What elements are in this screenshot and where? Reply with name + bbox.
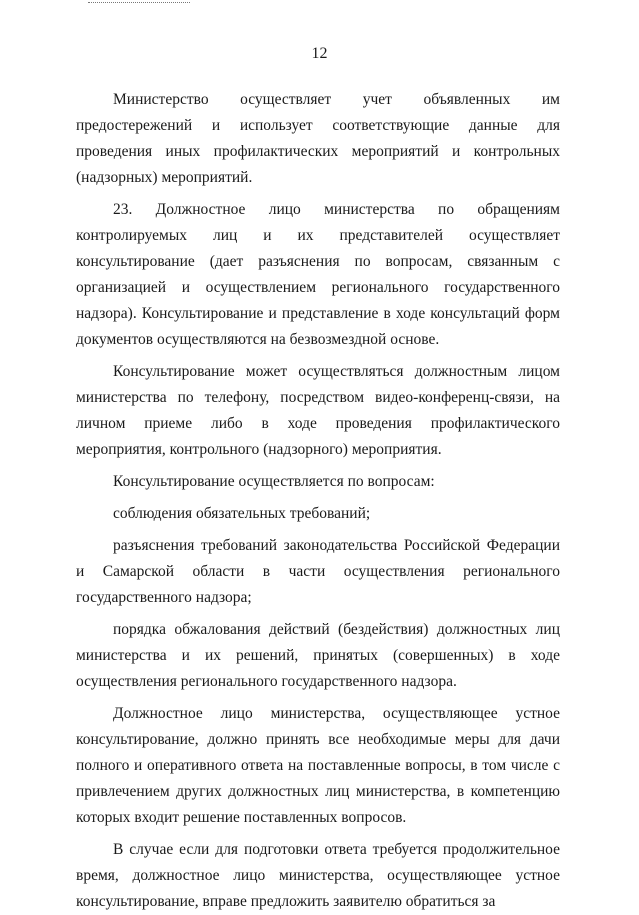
paragraph-oral-consulting: Должностное лицо министерства, осуществляющее устное консультирование, должно принять все необходимые меры для дачи полного и оперативного ответа на поставленные вопросы, в том числе с привлечением других должностных лиц министерства, в компетенцию которых входит решение поставленных вопросов. bbox=[76, 705, 560, 826]
paragraph-topic-compliance: соблюдения обязательных требований; bbox=[113, 505, 371, 522]
paragraph-consulting-methods: Консультирование может осуществляться должностным лицом министерства по телефону, посредством видео-конференц-связи, на личном приеме либо в ходе проведения профилактического мероприятия, контрольного (надзорного) мероприятия. bbox=[76, 363, 560, 458]
paragraph-23-consulting: 23. Должностное лицо министерства по обращениям контролируемых лиц и их представителей осуществляет консультирование (дает разъяснения по вопросам, связанным с организацией и осуществлением регионального государственного надзора). Консультирование и представление в ходе консультаций форм документов осуществляются на безвозмездной основе. bbox=[76, 201, 560, 348]
paragraph-consulting-topics-intro: Консультирование осуществляется по вопросам: bbox=[113, 473, 435, 490]
paragraph-warnings-accounting: Министерство осуществляет учет объявленных им предостережений и использует соответствующие данные для проведения иных профилактических мероприятий и контрольных (надзорных) мероприятий. bbox=[76, 91, 560, 186]
paragraph-extended-time: В случае если для подготовки ответа требуется продолжительное время, должностное лицо министерства, осуществляющее устное консультирование, вправе предложить заявителю обратиться за bbox=[76, 841, 560, 910]
paragraph-topic-appeal: порядка обжалования действий (бездействия) должностных лиц министерства и их решений, принятых (совершенных) в ходе осуществления регионального государственного надзора. bbox=[76, 621, 560, 690]
page-number: 12 bbox=[311, 45, 328, 62]
top-dotted-rule bbox=[88, 2, 190, 3]
paragraph-topic-legislation: разъяснения требований законодательства Российской Федерации и Самарской области в части осуществления регионального государственного надзора; bbox=[76, 537, 560, 606]
body-text bbox=[76, 87, 560, 915]
